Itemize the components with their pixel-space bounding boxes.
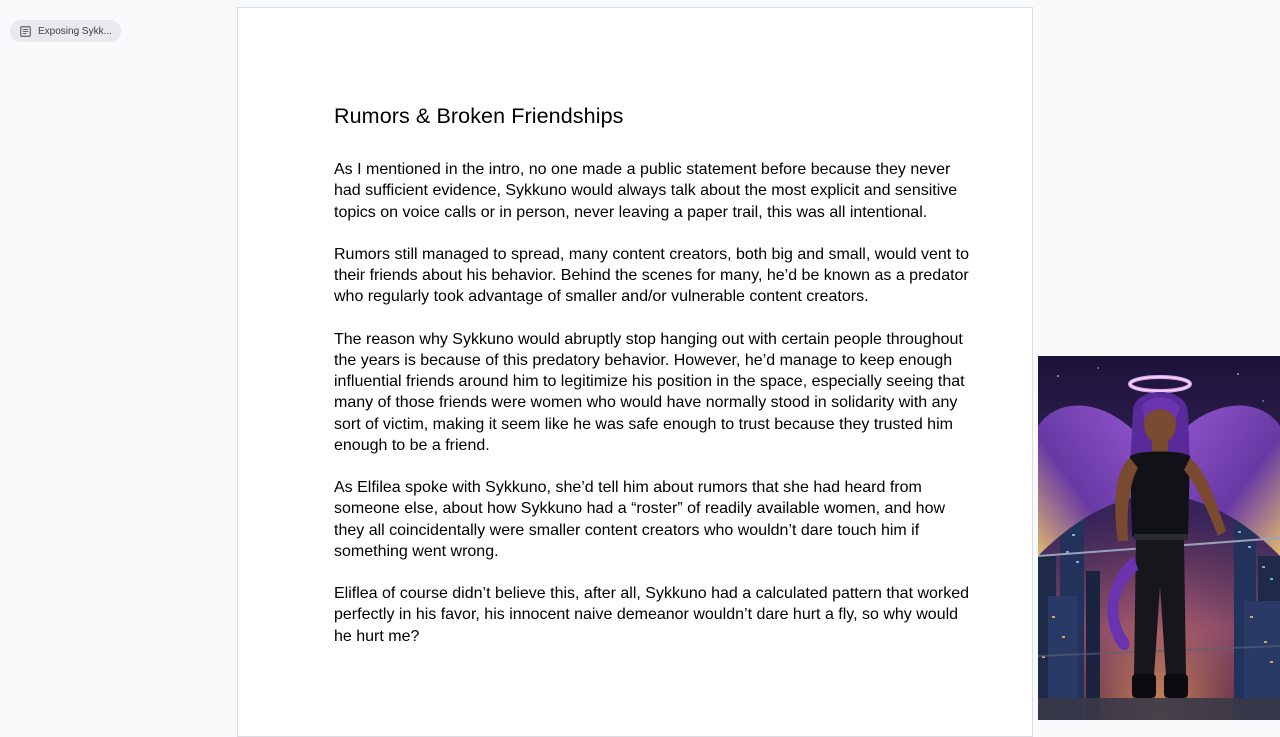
body-paragraph[interactable]: Eliflea of course didn’t believe this, after all, Sykkuno had a calculated pattern that worked perfectly in his favor, his innocent naive demeanor wouldn’t dare hurt a fly, so why would he hurt me? bbox=[334, 585, 970, 645]
body-paragraph[interactable]: The reason why Sykkuno would abruptly stop hanging out with certain people throughout the years is because of this predatory behavior. However, he’d manage to keep enough influential friends around him to legitimize his position in the space, especially seeing that many of those friends were women who would have normally stood in solidarity with any sort of victim, making it seem like he was safe enough to trust because they trusted him enough to be a friend. bbox=[334, 330, 965, 454]
document-body[interactable] bbox=[334, 159, 970, 668]
document-outline-icon bbox=[20, 26, 31, 37]
document-outline-chip[interactable] bbox=[10, 20, 121, 42]
body-paragraph[interactable]: As Elfilea spoke with Sykkuno, she’d tell him about rumors that she had heard from someone else, about how Sykkuno had a “roster” of readily available women, and how they all coincidentally were smaller content creators who wouldn’t dare touch him if something went wrong. bbox=[334, 479, 946, 560]
body-paragraph[interactable]: As I mentioned in the intro, no one made a public statement before because they never had sufficient evidence, Sykkuno would always talk about the most explicit and sensitive topics on voice calls or in person, never leaving a paper trail, this was all intentional. bbox=[334, 161, 958, 221]
document-outline-label: Exposing Sykk... bbox=[38, 25, 112, 37]
video-overlay bbox=[1038, 356, 1280, 720]
character-illustration bbox=[1038, 356, 1280, 720]
document-heading[interactable]: Rumors & Broken Friendships bbox=[334, 104, 624, 128]
document-page[interactable] bbox=[237, 7, 1033, 737]
body-paragraph[interactable]: Rumors still managed to spread, many content creators, both big and small, would vent to their friends about his behavior. Behind the scenes for many, he’d be known as a predator who regularly took advantage of smaller and/or vulnerable content creators. bbox=[334, 245, 969, 306]
